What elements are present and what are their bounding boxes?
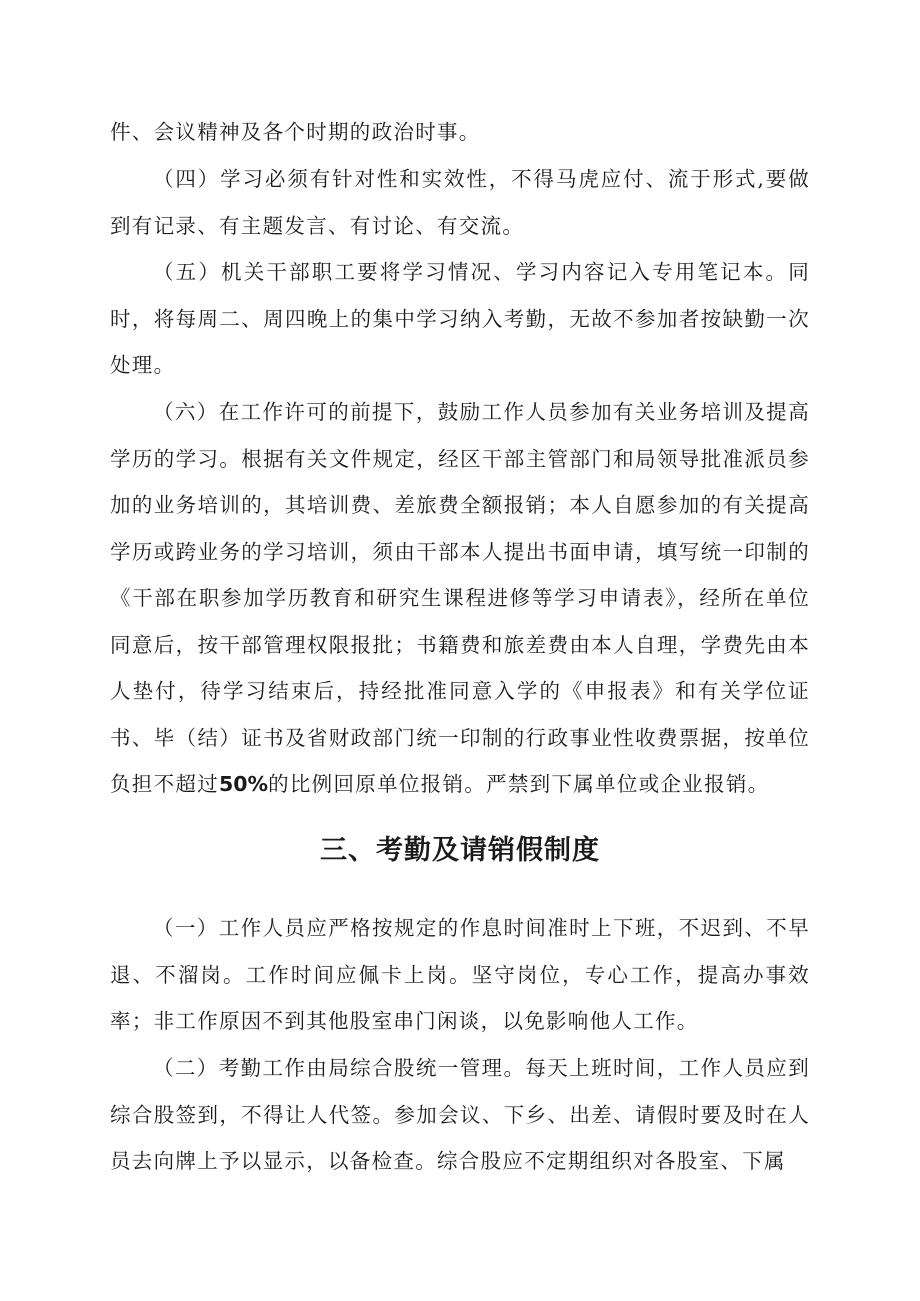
item-4-paragraph: （四）学习必须有针对性和实效性，不得马虎应付、流于形式,要做到有记录、有主题发言、有讨论、有交流。	[110, 167, 810, 238]
section-3-item-1-paragraph: （一）工作人员应严格按规定的作息时间准时上下班，不迟到、不早退、不溜岗。工作时间应佩卡上岗。坚守岗位，专心工作，提高办事效率；非工作原因不到其他股室串门闲谈，以免影响他人工作。	[110, 916, 810, 1033]
section-3-heading: 三、考勤及请销假制度	[320, 835, 600, 866]
item-6-percentage: 50%	[219, 772, 269, 796]
section-3-item-2-paragraph: （二）考勤工作由局综合股统一管理。每天上班时间，工作人员应到综合股签到，不得让人代签。参加会议、下乡、出差、请假时要及时在人员去向牌上予以显示，以备检查。综合股应不定期组织对各股室、下属	[110, 1056, 810, 1173]
item-5-paragraph: （五）机关干部职工要将学习情况、学习内容记入专用笔记本。同时，将每周二、周四晚上的集中学习纳入考勤，无故不参加者按缺勤一次处理。	[110, 260, 810, 377]
item-6-paragraph	[110, 389, 810, 808]
continuation-paragraph: 件、会议精神及各个时期的政治时事。	[110, 120, 481, 144]
item-6-text-after: 的比例回原单位报销。严禁到下属单位或企业报销。	[268, 772, 770, 796]
item-6-text-before: （六）在工作许可的前提下，鼓励工作人员参加有关业务培训及提高学历的学习。根据有关文件规定，经区干部主管部门和局领导批准派员参加的业务培训的，其培训费、差旅费全额报销；本人自愿参加的有关提高学历或跨业务的学习培训，须由干部本人提出书面申请，填写统一印制的《干部在职参加学历教育和研究生课程进修等学习申请表》，经所在单位同意后，按干部管理权限报批；书籍费和旅差费由本人自理，学费先由本人垫付，待学习结束后，持经批准同意入学的《申报表》和有关学位证书、毕（结）证书及省财政部门统一印制的行政事业性收费票据，按单位负担不超过	[110, 400, 810, 796]
